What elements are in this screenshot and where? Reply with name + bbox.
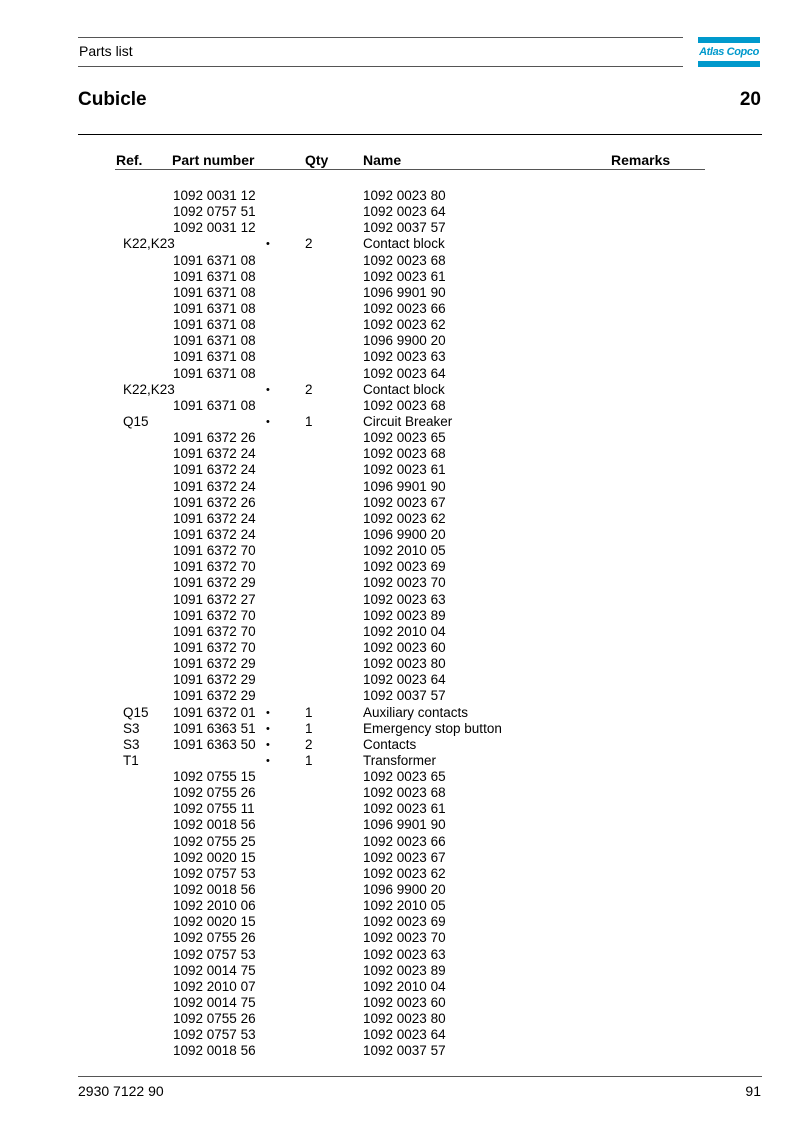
table-row — [0, 188, 800, 204]
row-qty: 1 — [305, 413, 313, 429]
row-name: 1092 2010 04 — [363, 623, 446, 639]
row-name: Contacts — [363, 736, 417, 752]
footer-rule — [78, 1076, 762, 1077]
table-row — [0, 575, 800, 591]
row-ref: Q15 — [123, 704, 149, 720]
table-row — [0, 624, 800, 640]
row-part-number: 1092 0020 15 — [173, 914, 256, 930]
table-row — [0, 592, 800, 608]
table-row — [0, 882, 800, 898]
row-part-number: 1091 6372 24 — [173, 478, 256, 494]
row-part-number: 1092 0755 26 — [173, 930, 256, 946]
table-row — [0, 414, 800, 430]
row-part-number: 1092 0031 12 — [173, 220, 256, 236]
header-rule-top — [78, 37, 683, 38]
row-part-number: 1091 6372 24 — [173, 462, 256, 478]
row-part-number: 1092 0018 56 — [173, 817, 256, 833]
header-rule-bottom — [78, 66, 683, 67]
row-name: 1092 0023 61 — [363, 801, 446, 817]
row-name: 1092 0023 66 — [363, 833, 446, 849]
row-name: 1096 9900 20 — [363, 882, 446, 898]
footer-document-number: 2930 7122 90 — [78, 1083, 164, 1099]
footer-page-number: 91 — [745, 1083, 761, 1099]
row-bullet: • — [266, 738, 270, 751]
row-name: 1092 0023 63 — [363, 349, 446, 365]
table-row — [0, 1043, 800, 1059]
row-name: 1092 0037 57 — [363, 1043, 446, 1059]
table-row — [0, 204, 800, 220]
row-name: 1096 9901 90 — [363, 817, 446, 833]
row-name: 1092 0023 62 — [363, 317, 446, 333]
table-row — [0, 721, 800, 737]
row-part-number: 1091 6371 08 — [173, 349, 256, 365]
table-row — [0, 914, 800, 930]
row-name: Contact block — [363, 381, 445, 397]
table-row — [0, 317, 800, 333]
table-row — [0, 462, 800, 478]
table-row — [0, 253, 800, 269]
table-row — [0, 737, 800, 753]
row-qty: 2 — [305, 381, 313, 397]
table-row — [0, 382, 800, 398]
row-name: 1092 0023 67 — [363, 494, 446, 510]
row-name: 1092 0023 64 — [363, 365, 446, 381]
row-part-number: 1092 0018 56 — [173, 1043, 256, 1059]
row-name: 1092 0023 80 — [363, 188, 446, 203]
table-row — [0, 801, 800, 817]
column-header-name: Name — [363, 152, 402, 168]
row-part-number: 1091 6372 29 — [173, 656, 256, 672]
table-row — [0, 495, 800, 511]
row-name: 1092 0023 80 — [363, 1011, 446, 1027]
row-part-number: 1091 6371 08 — [173, 333, 256, 349]
table-row — [0, 995, 800, 1011]
row-ref: Q15 — [123, 413, 149, 429]
row-part-number: 1092 0755 15 — [173, 769, 256, 785]
row-part-number: 1092 0014 75 — [173, 995, 256, 1011]
row-ref: K22,K23 — [123, 236, 175, 252]
table-row — [0, 479, 800, 495]
row-part-number: 1091 6363 50 — [173, 736, 256, 752]
row-part-number: 1092 0755 11 — [173, 801, 255, 817]
row-name: 1092 0023 65 — [363, 769, 446, 785]
row-bullet: • — [266, 415, 270, 428]
section-title: Cubicle — [78, 89, 147, 110]
row-name: 1092 0023 68 — [363, 397, 446, 413]
table-row — [0, 705, 800, 721]
table-row — [0, 785, 800, 801]
row-part-number: 1092 0018 56 — [173, 882, 256, 898]
table-row — [0, 511, 800, 527]
row-part-number: 1091 6372 26 — [173, 494, 256, 510]
row-name: 1092 0023 68 — [363, 252, 446, 268]
table-row — [0, 769, 800, 785]
table-row — [0, 656, 800, 672]
row-name: 1096 9901 90 — [363, 478, 446, 494]
row-bullet: • — [266, 706, 270, 719]
row-ref: T1 — [123, 752, 139, 768]
row-part-number: 1091 6372 70 — [173, 543, 256, 559]
row-name: 1092 0023 65 — [363, 430, 446, 446]
table-row — [0, 398, 800, 414]
row-part-number: 1092 0757 53 — [173, 946, 256, 962]
row-part-number: 1091 6372 27 — [173, 591, 256, 607]
row-name: 1092 0023 68 — [363, 446, 446, 462]
row-name: 1092 0023 64 — [363, 204, 446, 220]
row-part-number: 1092 0755 25 — [173, 833, 256, 849]
row-name: 1092 0023 70 — [363, 930, 446, 946]
table-row — [0, 817, 800, 833]
row-name: 1092 0023 70 — [363, 575, 446, 591]
column-header-part-number: Part number — [172, 152, 255, 168]
row-name: Circuit Breaker — [363, 413, 453, 429]
row-part-number: 1091 6371 08 — [173, 268, 256, 284]
table-row — [0, 640, 800, 656]
row-name: 1092 2010 05 — [363, 543, 446, 559]
row-part-number: 1091 6372 24 — [173, 510, 256, 526]
row-name: Contact block — [363, 236, 445, 252]
column-header-rule — [115, 169, 705, 170]
row-name: 1092 0023 69 — [363, 559, 446, 575]
row-name: 1096 9900 20 — [363, 333, 446, 349]
table-row — [0, 527, 800, 543]
row-name: 1092 0023 67 — [363, 849, 446, 865]
row-name: 1092 0037 57 — [363, 688, 446, 704]
table-row — [0, 963, 800, 979]
header-title: Parts list — [79, 43, 133, 59]
row-part-number: 1092 0031 12 — [173, 188, 256, 203]
row-part-number: 1091 6371 08 — [173, 317, 256, 333]
table-row — [0, 333, 800, 349]
row-part-number: 1092 2010 06 — [173, 898, 256, 914]
row-part-number: 1091 6371 08 — [173, 365, 256, 381]
table-row — [0, 1011, 800, 1027]
row-part-number: 1091 6372 70 — [173, 623, 256, 639]
section-rule — [78, 134, 762, 135]
row-part-number: 1091 6372 24 — [173, 526, 256, 542]
row-part-number: 1091 6371 08 — [173, 284, 256, 300]
row-ref: S3 — [123, 736, 140, 752]
table-row — [0, 559, 800, 575]
logo-wordmark: Atlas Copco — [699, 46, 759, 58]
row-name: 1092 0023 68 — [363, 785, 446, 801]
row-bullet: • — [266, 238, 270, 251]
parts-table-body — [0, 188, 800, 1060]
row-part-number: 1091 6372 29 — [173, 672, 256, 688]
row-part-number: 1091 6371 08 — [173, 397, 256, 413]
row-name: 1092 0023 60 — [363, 995, 446, 1011]
row-part-number: 1091 6372 26 — [173, 430, 256, 446]
table-row — [0, 866, 800, 882]
row-name: 1092 2010 05 — [363, 898, 446, 914]
row-qty: 1 — [305, 704, 313, 720]
row-part-number: 1092 0757 51 — [173, 204, 256, 220]
row-name: Auxiliary contacts — [363, 704, 469, 720]
table-row — [0, 366, 800, 382]
row-part-number: 1091 6372 70 — [173, 607, 256, 623]
row-part-number: 1092 2010 07 — [173, 978, 256, 994]
table-row — [0, 285, 800, 301]
column-header-qty: Qty — [305, 152, 329, 168]
row-name: 1092 0023 61 — [363, 462, 446, 478]
row-name: 1092 0023 89 — [363, 962, 446, 978]
row-name: 1092 0023 63 — [363, 591, 446, 607]
row-part-number: 1091 6372 29 — [173, 688, 256, 704]
column-header-remarks: Remarks — [611, 152, 671, 168]
table-row — [0, 1027, 800, 1043]
table-row — [0, 930, 800, 946]
row-part-number: 1091 6372 70 — [173, 559, 256, 575]
logo-band-bottom — [698, 61, 760, 67]
row-part-number: 1091 6372 24 — [173, 446, 256, 462]
table-row — [0, 543, 800, 559]
row-name: 1092 2010 04 — [363, 978, 446, 994]
row-part-number: 1091 6372 01 — [173, 704, 256, 720]
row-ref: S3 — [123, 720, 140, 736]
section-number: 20 — [739, 89, 761, 110]
row-name: 1096 9901 90 — [363, 284, 446, 300]
column-header-ref: Ref. — [116, 152, 143, 168]
row-part-number: 1091 6371 08 — [173, 300, 256, 316]
row-qty: 1 — [305, 752, 313, 768]
table-row — [0, 979, 800, 995]
table-row — [0, 236, 800, 252]
table-row — [0, 672, 800, 688]
row-name: 1092 0023 89 — [363, 607, 446, 623]
row-qty: 2 — [305, 736, 313, 752]
row-name: Emergency stop button — [363, 720, 502, 736]
row-ref: K22,K23 — [123, 381, 175, 397]
row-part-number: 1092 0014 75 — [173, 962, 256, 978]
table-row — [0, 608, 800, 624]
table-row — [0, 688, 800, 704]
row-name: 1092 0023 64 — [363, 1027, 446, 1043]
row-name: 1092 0023 62 — [363, 510, 446, 526]
row-part-number: 1091 6371 08 — [173, 252, 256, 268]
row-part-number: 1091 6372 29 — [173, 575, 256, 591]
atlas-copco-logo — [698, 37, 760, 67]
row-name: 1092 0023 64 — [363, 672, 446, 688]
row-bullet: • — [266, 722, 270, 735]
table-row — [0, 430, 800, 446]
row-name: 1096 9900 20 — [363, 526, 446, 542]
row-name: 1092 0037 57 — [363, 220, 446, 236]
row-part-number: 1092 0755 26 — [173, 1011, 256, 1027]
row-name: 1092 0023 60 — [363, 639, 446, 655]
row-part-number: 1091 6363 51 — [173, 720, 256, 736]
row-name: 1092 0023 61 — [363, 268, 446, 284]
row-part-number: 1092 0757 53 — [173, 865, 256, 881]
row-qty: 2 — [305, 236, 313, 252]
row-part-number: 1091 6372 70 — [173, 639, 256, 655]
row-name: 1092 0023 63 — [363, 946, 446, 962]
row-part-number: 1092 0757 53 — [173, 1027, 256, 1043]
row-part-number: 1092 0020 15 — [173, 849, 256, 865]
row-name: 1092 0023 62 — [363, 865, 446, 881]
table-row — [0, 834, 800, 850]
table-row — [0, 446, 800, 462]
table-row — [0, 850, 800, 866]
row-name: 1092 0023 69 — [363, 914, 446, 930]
table-row — [0, 349, 800, 365]
table-row — [0, 753, 800, 769]
table-row — [0, 269, 800, 285]
table-row — [0, 898, 800, 914]
table-row — [0, 220, 800, 236]
row-bullet: • — [266, 754, 270, 767]
row-name: 1092 0023 80 — [363, 656, 446, 672]
row-name: Transformer — [363, 752, 437, 768]
table-row — [0, 301, 800, 317]
row-name: 1092 0023 66 — [363, 300, 446, 316]
table-row — [0, 947, 800, 963]
logo-band-top — [698, 37, 760, 43]
row-part-number: 1092 0755 26 — [173, 785, 256, 801]
row-bullet: • — [266, 383, 270, 396]
row-qty: 1 — [305, 720, 313, 736]
